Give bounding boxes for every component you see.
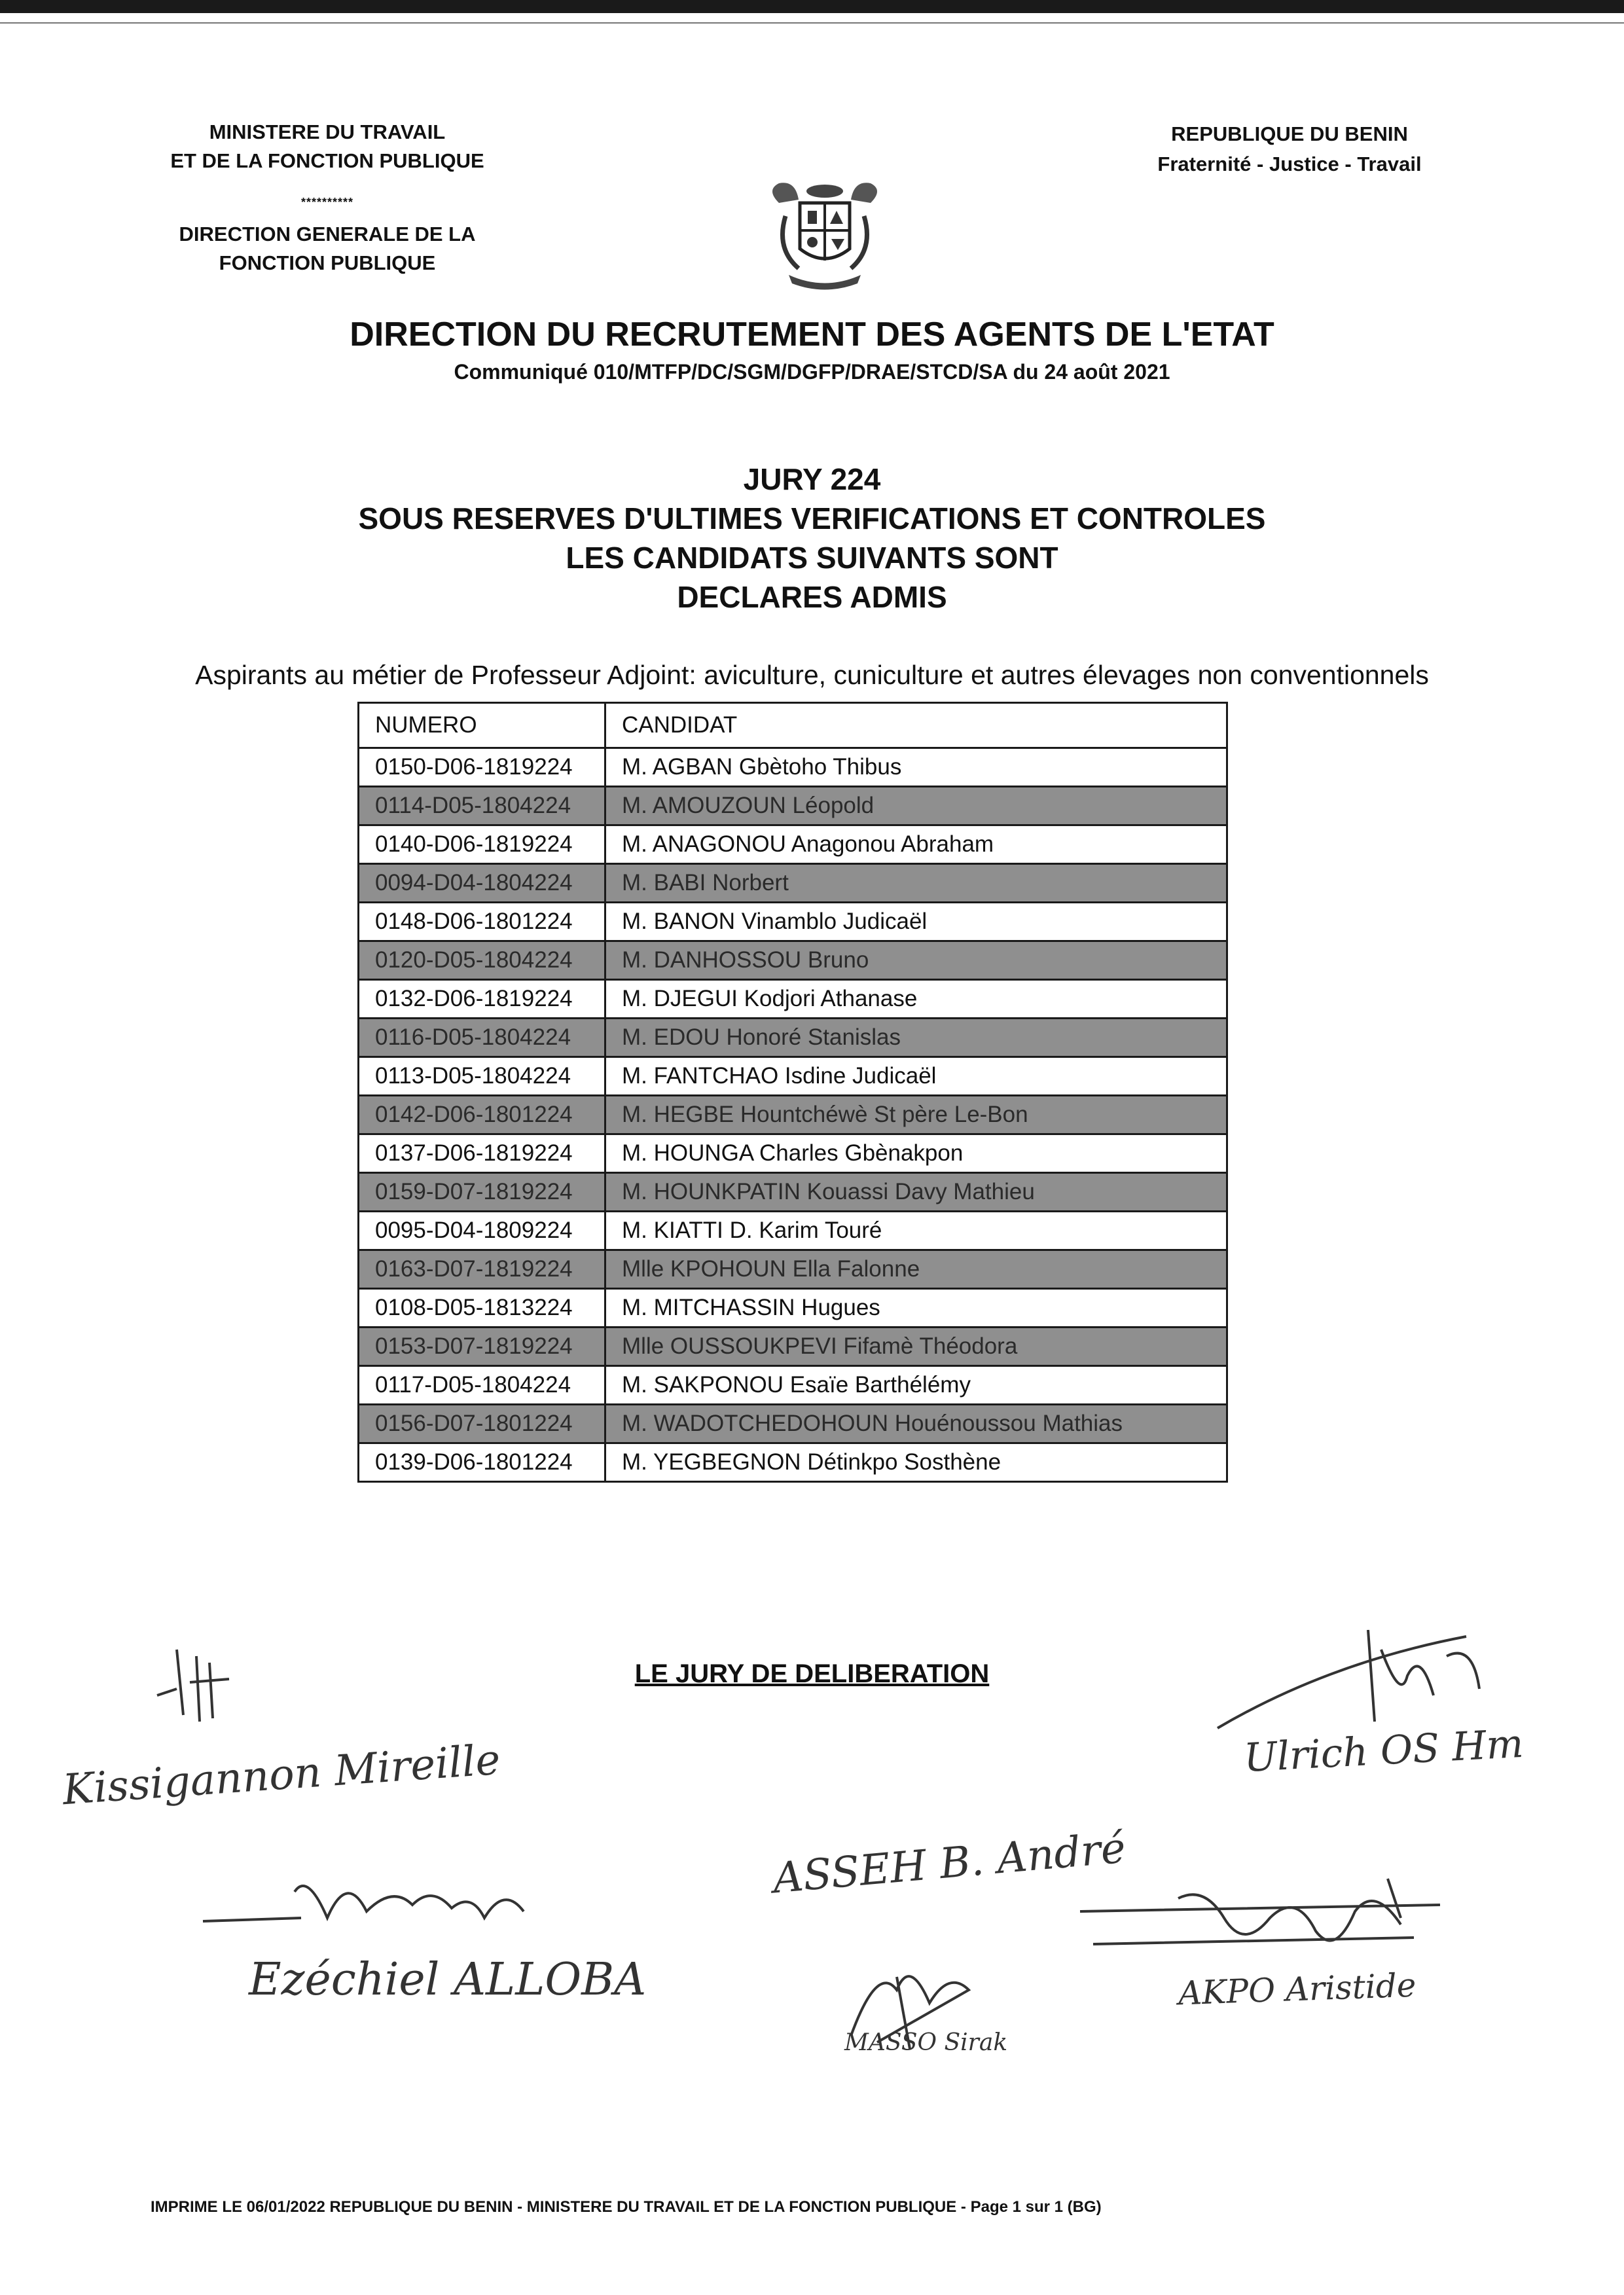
signature-mark-right-top bbox=[1211, 1623, 1538, 1735]
row-numero: 0142-D06-1801224 bbox=[359, 1096, 605, 1134]
row-candidat: M. DANHOSSOU Bruno bbox=[605, 941, 1227, 980]
jury-line-1: SOUS RESERVES D'ULTIMES VERIFICATIONS ET CONTROLES bbox=[358, 501, 1266, 535]
row-numero: 0153-D07-1819224 bbox=[359, 1328, 605, 1366]
republic-name: REPUBLIQUE DU BENIN bbox=[1171, 122, 1408, 145]
row-candidat: M. KIATTI D. Karim Touré bbox=[605, 1212, 1227, 1250]
row-numero: 0163-D07-1819224 bbox=[359, 1250, 605, 1289]
row-candidat: Mlle KPOHOUN Ella Falonne bbox=[605, 1250, 1227, 1289]
communique-reference: Communiqué 010/MTFP/DC/SGM/DGFP/DRAE/STCD/SA du 24 août 2021 bbox=[454, 360, 1170, 384]
row-candidat: M. HOUNKPATIN Kouassi Davy Mathieu bbox=[605, 1173, 1227, 1212]
row-candidat: M. AGBAN Gbètoho Thibus bbox=[605, 748, 1227, 787]
row-numero: 0150-D06-1819224 bbox=[359, 748, 605, 787]
table-row bbox=[359, 1173, 1227, 1212]
row-candidat: M. BANON Vinamblo Judicaël bbox=[605, 903, 1227, 941]
row-candidat: M. AMOUZOUN Léopold bbox=[605, 787, 1227, 825]
ministry-name-line2: ET DE LA FONCTION PUBLIQUE bbox=[170, 149, 484, 172]
signature-name-3: ASSEH B. André bbox=[770, 1824, 1128, 1904]
table-row bbox=[359, 1096, 1227, 1134]
row-candidat: M. YEGBEGNON Détinkpo Sosthène bbox=[605, 1443, 1227, 1482]
signature-name-4: MASSO Sirak bbox=[844, 2029, 1008, 2056]
ministry-header bbox=[118, 118, 537, 278]
aspirants-description: Aspirants au métier de Professeur Adjoint: aviculture, cuniculture et autres élevages non conventionnels bbox=[195, 660, 1429, 690]
row-numero: 0117-D05-1804224 bbox=[359, 1366, 605, 1405]
signature-name-6: AKPO Aristide bbox=[1178, 1966, 1417, 2013]
direction-name-line1: DIRECTION GENERALE DE LA bbox=[179, 223, 476, 245]
table-row bbox=[359, 1366, 1227, 1405]
jury-number: JURY 224 bbox=[743, 462, 881, 496]
ministry-name-line1: MINISTERE DU TRAVAIL bbox=[209, 120, 446, 143]
row-numero: 0137-D06-1819224 bbox=[359, 1134, 605, 1173]
signature-mark-left bbox=[151, 1643, 249, 1728]
table-row bbox=[359, 1057, 1227, 1096]
row-candidat: M. EDOU Honoré Stanislas bbox=[605, 1019, 1227, 1057]
row-numero: 0156-D07-1801224 bbox=[359, 1405, 605, 1443]
table-row bbox=[359, 1212, 1227, 1250]
deliberation-jury-title: LE JURY DE DELIBERATION bbox=[634, 1659, 990, 1688]
table-row bbox=[359, 1289, 1227, 1328]
jury-line-2: LES CANDIDATS SUIVANTS SONT bbox=[566, 541, 1058, 575]
column-header-numero: NUMERO bbox=[359, 703, 605, 748]
admitted-candidates-table bbox=[357, 702, 1228, 1483]
row-numero: 0148-D06-1801224 bbox=[359, 903, 605, 941]
row-numero: 0139-D06-1801224 bbox=[359, 1443, 605, 1482]
signature-name-2: Ezéchiel ALLOBA bbox=[249, 1954, 647, 2006]
row-candidat: M. ANAGONOU Anagonou Abraham bbox=[605, 825, 1227, 864]
signature-name-5: Ulrich OS Hm bbox=[1242, 1720, 1525, 1782]
table-row bbox=[359, 1328, 1227, 1366]
table-header-row bbox=[359, 703, 1227, 748]
republic-motto: Fraternité - Justice - Travail bbox=[1157, 153, 1422, 175]
direction-name-line2: FONCTION PUBLIQUE bbox=[219, 251, 436, 274]
print-footer: IMPRIME LE 06/01/2022 REPUBLIQUE DU BENIN - MINISTERE DU TRAVAIL ET DE LA FONCTION PUBLIQUE - Page 1 sur 1 (BG) bbox=[151, 2198, 1102, 2216]
table-row bbox=[359, 1443, 1227, 1482]
row-candidat: M. FANTCHAO Isdine Judicaël bbox=[605, 1057, 1227, 1096]
jury-heading bbox=[0, 460, 1624, 617]
row-candidat: M. WADOTCHEDOHOUN Houénoussou Mathias bbox=[605, 1405, 1227, 1443]
row-candidat: M. DJEGUI Kodjori Athanase bbox=[605, 980, 1227, 1019]
row-numero: 0132-D06-1819224 bbox=[359, 980, 605, 1019]
row-candidat: M. HOUNGA Charles Gbènakpon bbox=[605, 1134, 1227, 1173]
table-row bbox=[359, 748, 1227, 787]
table-row bbox=[359, 941, 1227, 980]
table-row bbox=[359, 787, 1227, 825]
row-numero: 0120-D05-1804224 bbox=[359, 941, 605, 980]
coat-of-arms-icon bbox=[759, 177, 890, 291]
row-candidat: Mlle OUSSOUKPEVI Fifamè Théodora bbox=[605, 1328, 1227, 1366]
column-header-candidat: CANDIDAT bbox=[605, 703, 1227, 748]
signature-name-1: Kissigannon Mireille bbox=[61, 1735, 502, 1815]
table-row bbox=[359, 825, 1227, 864]
republic-header bbox=[1074, 119, 1506, 179]
table-row bbox=[359, 1134, 1227, 1173]
row-numero: 0116-D05-1804224 bbox=[359, 1019, 605, 1057]
table-row bbox=[359, 980, 1227, 1019]
scan-top-line bbox=[0, 22, 1624, 24]
row-candidat: M. SAKPONOU Esaïe Barthélémy bbox=[605, 1366, 1227, 1405]
header-separator: ********** bbox=[300, 196, 354, 209]
row-numero: 0095-D04-1809224 bbox=[359, 1212, 605, 1250]
row-numero: 0159-D07-1819224 bbox=[359, 1173, 605, 1212]
directorate-title: DIRECTION DU RECRUTEMENT DES AGENTS DE L'ETAT bbox=[350, 316, 1274, 353]
table-row bbox=[359, 1250, 1227, 1289]
signature-mark-right-bottom bbox=[1074, 1872, 1453, 1970]
signature-mark-left-2 bbox=[196, 1846, 589, 1944]
table-row bbox=[359, 903, 1227, 941]
row-numero: 0114-D05-1804224 bbox=[359, 787, 605, 825]
row-numero: 0113-D05-1804224 bbox=[359, 1057, 605, 1096]
row-numero: 0140-D06-1819224 bbox=[359, 825, 605, 864]
row-candidat: M. HEGBE Hountchéwè St père Le-Bon bbox=[605, 1096, 1227, 1134]
row-candidat: M. MITCHASSIN Hugues bbox=[605, 1289, 1227, 1328]
scan-top-border bbox=[0, 0, 1624, 13]
row-numero: 0108-D05-1813224 bbox=[359, 1289, 605, 1328]
row-numero: 0094-D04-1804224 bbox=[359, 864, 605, 903]
table-row bbox=[359, 1405, 1227, 1443]
table-row bbox=[359, 864, 1227, 903]
table-row bbox=[359, 1019, 1227, 1057]
row-candidat: M. BABI Norbert bbox=[605, 864, 1227, 903]
jury-line-3: DECLARES ADMIS bbox=[677, 580, 947, 614]
